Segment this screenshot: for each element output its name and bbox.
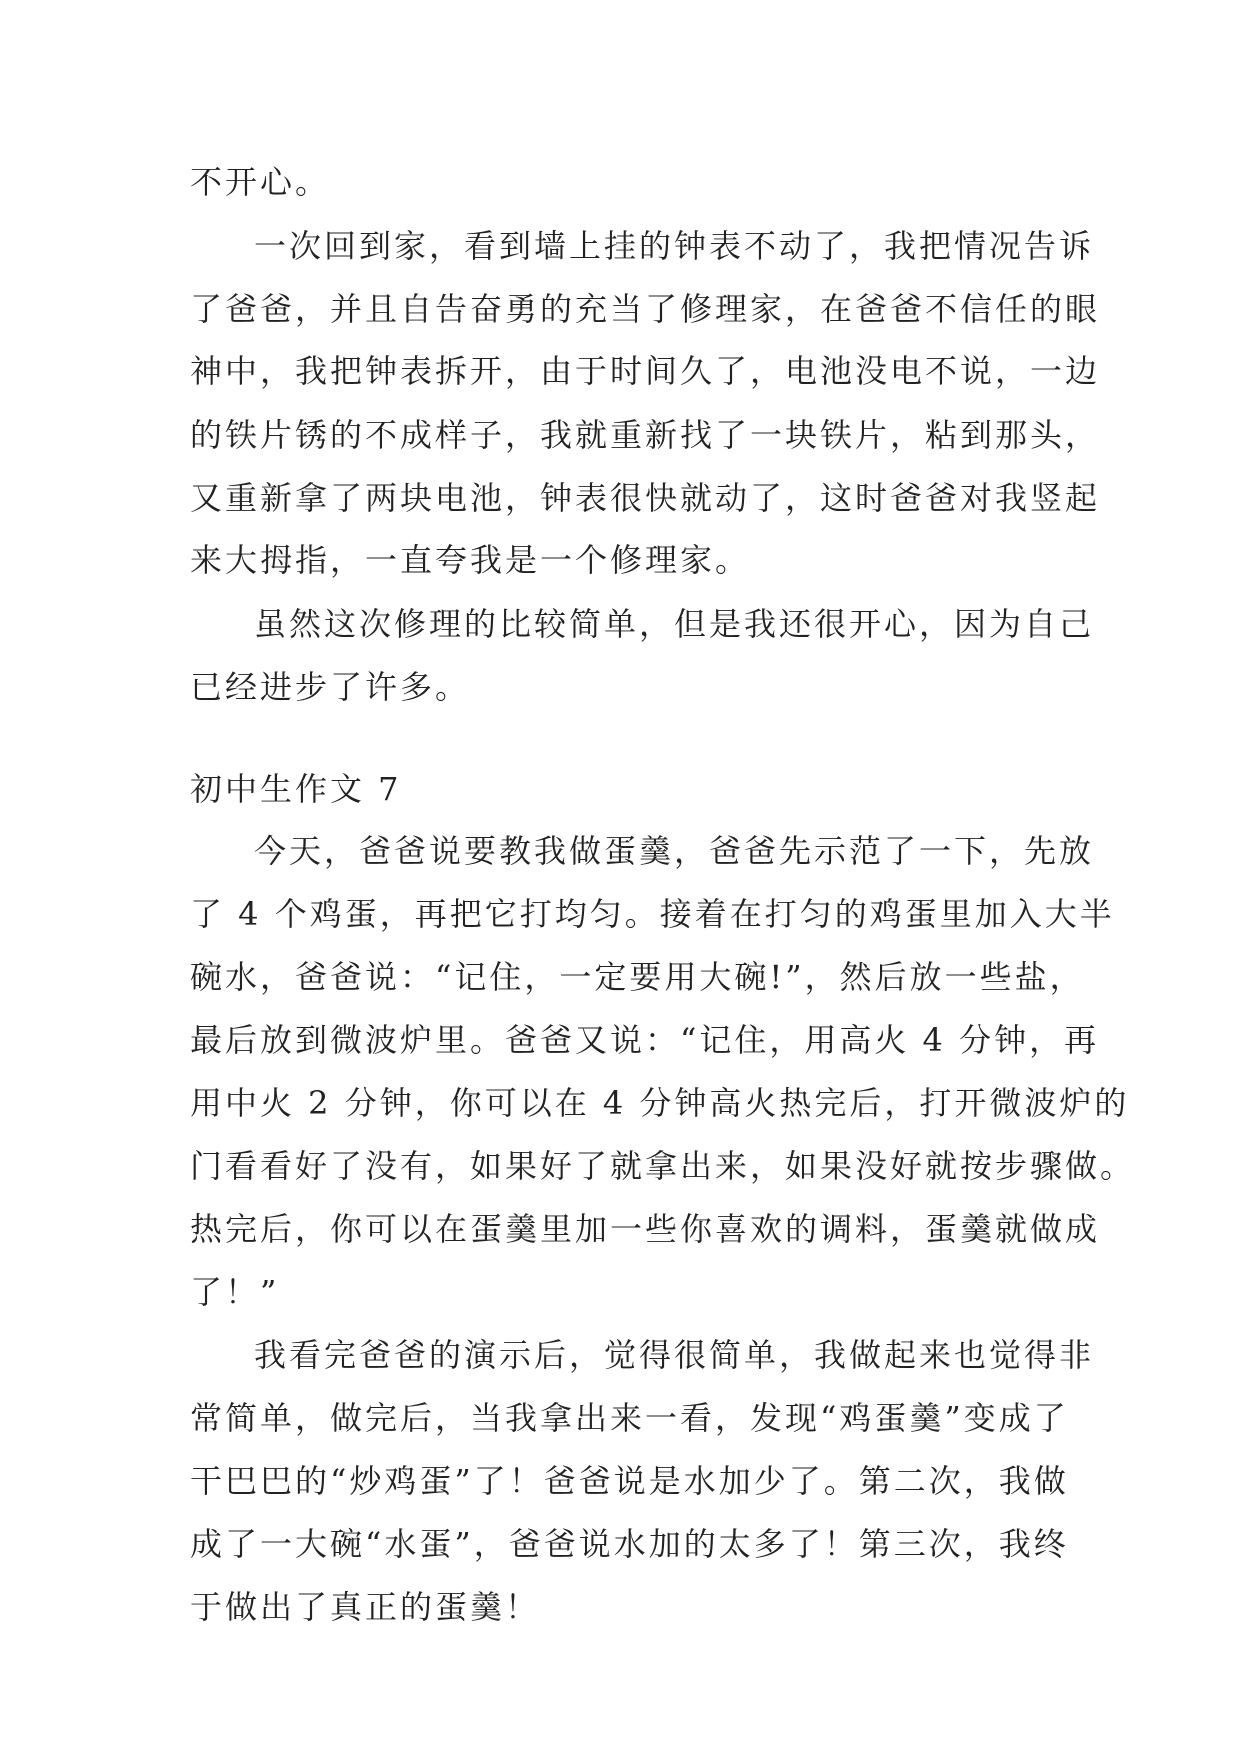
paragraph-first-line: 虽然这次修理的比较简单，但是我还很开心，因为自己 [254,605,1095,643]
text-line: 成了一大碗“水蛋”，爸爸说水加的太多了！第三次，我终 [190,1525,1069,1563]
text-line: 不开心。 [190,163,331,201]
section-heading: 初中生作文 7 [190,770,402,808]
text-line: 最后放到微波炉里。爸爸又说：“记住，用高火 4 分钟，再 [190,1021,1100,1059]
text-line: 又重新拿了两块电池，钟表很快就动了，这时爸爸对我竖起 [190,479,1101,517]
text-line: 来大拇指，一直夸我是一个修理家。 [190,541,751,579]
text-line: 了 4 个鸡蛋，再把它打均匀。接着在打匀的鸡蛋里加入大半 [190,895,1115,933]
paragraph-first-line: 一次回到家，看到墙上挂的钟表不动了，我把情况告诉 [254,227,1095,265]
text-line: 于做出了真正的蛋羹！ [190,1588,541,1626]
paragraph-first-line: 今天，爸爸说要教我做蛋羹，爸爸先示范了一下，先放 [254,832,1095,870]
text-line: 干巴巴的“炒鸡蛋”了！爸爸说是水加少了。第二次，我做 [190,1462,1069,1500]
text-line: 的铁片锈的不成样子，我就重新找了一块铁片，粘到那头， [190,416,1101,454]
text-line: 了！” [190,1273,280,1311]
text-line: 门看看好了没有，如果好了就拿出来，如果没好就按步骤做。 [190,1147,1136,1185]
paragraph-first-line: 我看完爸爸的演示后，觉得很简单，我做起来也觉得非 [254,1336,1095,1374]
text-line: 已经进步了许多。 [190,668,471,706]
text-line: 常简单，做完后，当我拿出来一看，发现“鸡蛋羹”变成了 [190,1399,1069,1437]
text-line: 热完后，你可以在蛋羹里加一些你喜欢的调料，蛋羹就做成 [190,1210,1101,1248]
text-line: 了爸爸，并且自告奋勇的充当了修理家，在爸爸不信任的眼 [190,290,1101,328]
text-line: 用中火 2 分钟，你可以在 4 分钟高火热完后，打开微波炉的 [190,1084,1130,1122]
text-line: 神中，我把钟表拆开，由于时间久了，电池没电不说，一边 [190,352,1101,390]
text-line: 碗水，爸爸说：“记住，一定要用大碗!”，然后放一些盐， [190,958,1085,996]
